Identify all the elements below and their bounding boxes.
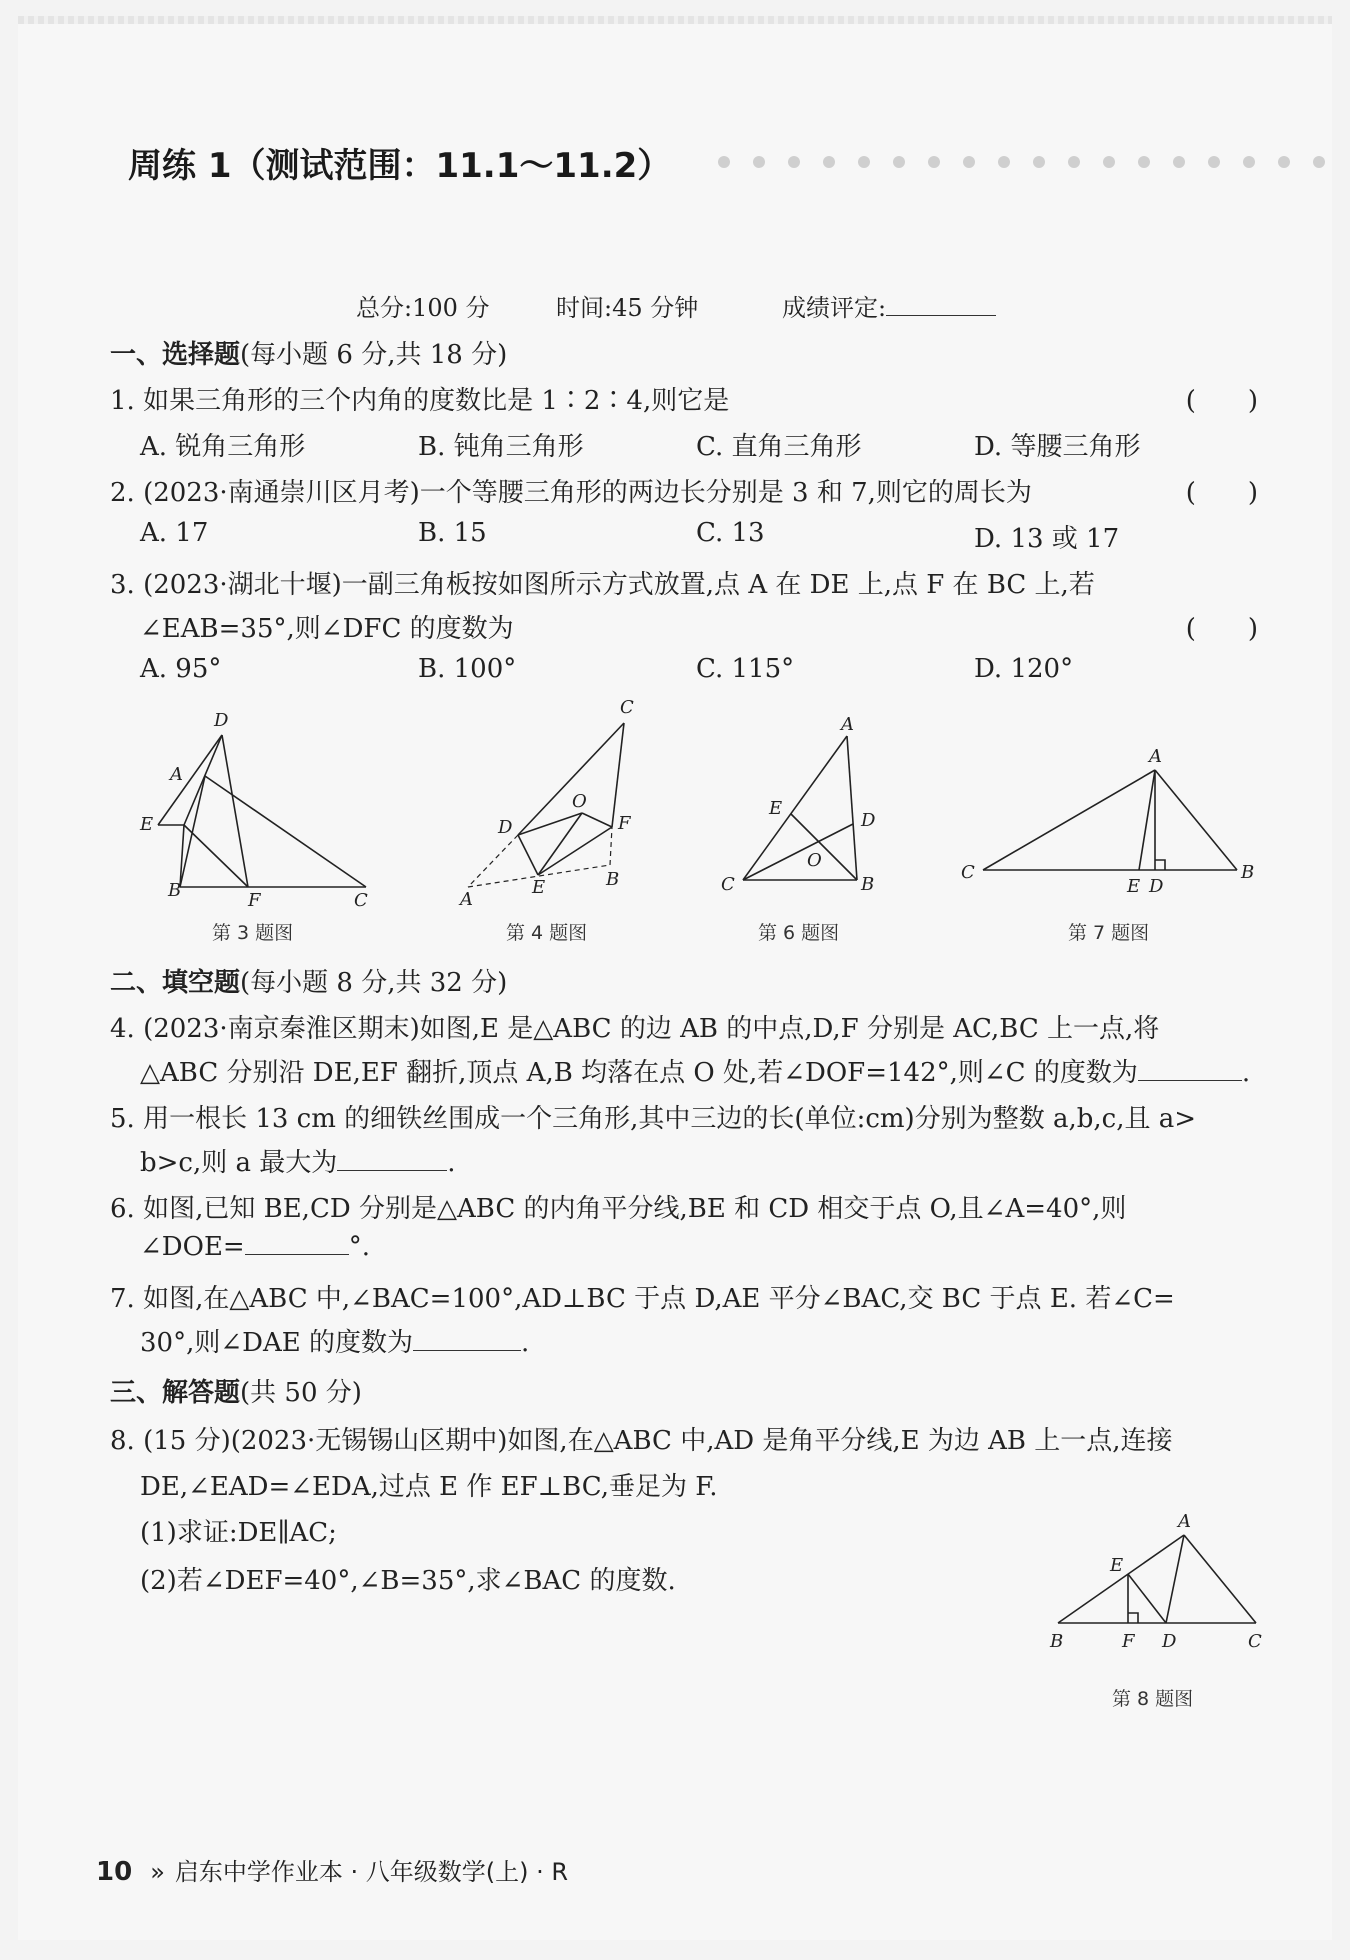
q6-text-line2: ∠DOE= °. <box>140 1232 370 1262</box>
fig4-label-f: F <box>618 813 631 834</box>
q7-text-line2: 30°,则∠DAE 的度数为 . <box>140 1328 530 1358</box>
figure-7 <box>955 740 1265 910</box>
fig6-label-a: A <box>841 714 854 735</box>
fig4-label-b: B <box>606 869 620 890</box>
fig3-label-e: E <box>140 814 154 835</box>
fig8-label-b: B <box>1050 1631 1064 1652</box>
figure-3 <box>130 700 380 910</box>
q1-answer-paren[interactable]: ( ) <box>1185 386 1258 416</box>
section-choice: 一、选择题(每小题 6 分,共 18 分) <box>110 340 508 370</box>
page-footer <box>96 1852 568 1887</box>
page-number: 10 <box>96 1857 133 1887</box>
fig3-label-d: D <box>214 710 229 731</box>
section-fill-in: 二、填空题(每小题 8 分,共 32 分) <box>110 968 508 998</box>
time-limit: 时间:45 分钟 <box>556 294 699 322</box>
fig7-label-e: E <box>1127 876 1141 897</box>
q2-option-a[interactable]: A. 17 <box>140 518 209 548</box>
total-score: 总分:100 分 <box>356 294 490 322</box>
fig4-label-c: C <box>620 697 634 718</box>
q7-answer-blank[interactable] <box>413 1328 521 1351</box>
q5-text-line1: 5. 用一根长 13 cm 的细铁丝围成一个三角形,其中三边的长(单位:cm)分别为整数 a,b,c,且 a> <box>110 1104 1197 1134</box>
fig7-caption: 第 7 题图 <box>1068 922 1150 944</box>
q1-option-c[interactable]: C. 直角三角形 <box>696 432 862 462</box>
fig6-label-o: O <box>807 850 822 871</box>
q8-text-line2: DE,∠EAD=∠EDA,过点 E 作 EF⊥BC,垂足为 F. <box>140 1472 718 1502</box>
q3-option-b[interactable]: B. 100° <box>418 654 517 684</box>
figure-6 <box>715 708 895 908</box>
q3-answer-paren[interactable]: ( ) <box>1185 614 1258 644</box>
fig6-label-d: D <box>861 810 876 831</box>
q6-text-line1: 6. 如图,已知 BE,CD 分别是△ABC 的内角平分线,BE 和 CD 相交于点 O,且∠A=40°,则 <box>110 1194 1127 1224</box>
fig4-label-a: A <box>460 889 473 910</box>
figure-8 <box>1040 1505 1280 1655</box>
fig4-label-o: O <box>572 791 587 812</box>
fig3-label-a: A <box>170 764 183 785</box>
q1-text: 1. 如果三角形的三个内角的度数比是 1∶2∶4,则它是 <box>110 386 730 416</box>
q8-part2: (2)若∠DEF=40°,∠B=35°,求∠BAC 的度数. <box>140 1566 676 1596</box>
fig8-label-d: D <box>1162 1631 1177 1652</box>
q1-option-a[interactable]: A. 锐角三角形 <box>140 432 306 462</box>
fig7-label-a: A <box>1149 746 1162 767</box>
q2-text: 2. (2023·南通崇川区月考)一个等腰三角形的两边长分别是 3 和 7,则它的周长为 <box>110 478 1032 508</box>
grade-label: 成绩评定: <box>782 288 996 323</box>
fig6-caption: 第 6 题图 <box>758 922 840 944</box>
q4-text-line2: △ABC 分别沿 DE,EF 翻折,顶点 A,B 均落在点 O 处,若∠DOF=142°,则∠C 的度数为 . <box>140 1058 1251 1088</box>
fig7-label-b: B <box>1241 862 1255 883</box>
footer-arrow: » <box>150 1858 165 1886</box>
q1-option-d[interactable]: D. 等腰三角形 <box>974 432 1141 462</box>
title-dots <box>718 156 1348 168</box>
q2-answer-paren[interactable]: ( ) <box>1185 478 1258 508</box>
fig3-label-c: C <box>354 890 368 910</box>
figure-4 <box>450 695 650 910</box>
q7-text-line1: 7. 如图,在△ABC 中,∠BAC=100°,AD⊥BC 于点 D,AE 平分∠BAC,交 BC 于点 E. 若∠C= <box>110 1284 1175 1314</box>
scan-edge <box>18 16 1332 24</box>
fig8-label-c: C <box>1248 1631 1262 1652</box>
q6-answer-blank[interactable] <box>245 1232 349 1255</box>
q2-option-c[interactable]: C. 13 <box>696 518 765 548</box>
q3-option-d[interactable]: D. 120° <box>974 654 1074 684</box>
section-solution: 三、解答题(共 50 分) <box>110 1378 362 1408</box>
fig6-label-c: C <box>721 874 735 895</box>
fig4-caption: 第 4 题图 <box>506 922 588 944</box>
fig4-label-d: D <box>498 817 513 838</box>
q3-option-a[interactable]: A. 95° <box>140 654 222 684</box>
fig4-label-e: E <box>532 877 546 898</box>
fig7-label-d: D <box>1149 876 1164 897</box>
fig3-label-b: B <box>168 880 182 901</box>
q5-text-line2: b>c,则 a 最大为 . <box>140 1148 456 1178</box>
q2-option-b[interactable]: B. 15 <box>418 518 487 548</box>
q8-part1: (1)求证:DE∥AC; <box>140 1518 337 1548</box>
fig8-label-f: F <box>1122 1631 1135 1652</box>
q3-option-c[interactable]: C. 115° <box>696 654 795 684</box>
q5-answer-blank[interactable] <box>337 1148 447 1171</box>
book-title: 启东中学作业本 · 八年级数学(上) · R <box>174 1858 569 1886</box>
q3-text-line1: 3. (2023·湖北十堰)一副三角板按如图所示方式放置,点 A 在 DE 上,点 F 在 BC 上,若 <box>110 570 1095 600</box>
q1-option-b[interactable]: B. 钝角三角形 <box>418 432 584 462</box>
fig3-label-f: F <box>248 890 261 910</box>
page-title: 周练 1（测试范围：11.1～11.2） <box>128 146 672 186</box>
fig8-label-a: A <box>1178 1511 1191 1532</box>
fig6-label-e: E <box>769 798 783 819</box>
q4-answer-blank[interactable] <box>1138 1058 1242 1081</box>
fig6-label-b: B <box>861 874 875 895</box>
q4-text-line1: 4. (2023·南京秦淮区期末)如图,E 是△ABC 的边 AB 的中点,D,F 分别是 AC,BC 上一点,将 <box>110 1014 1160 1044</box>
fig3-caption: 第 3 题图 <box>212 922 294 944</box>
grade-blank[interactable] <box>886 293 996 316</box>
fig7-label-c: C <box>961 862 975 883</box>
q3-text-line2: ∠EAB=35°,则∠DFC 的度数为 <box>140 614 514 644</box>
q8-text-line1: 8. (15 分)(2023·无锡锡山区期中)如图,在△ABC 中,AD 是角平分线,E 为边 AB 上一点,连接 <box>110 1426 1173 1456</box>
fig8-caption: 第 8 题图 <box>1112 1688 1194 1710</box>
q2-option-d[interactable]: D. 13 或 17 <box>974 524 1120 554</box>
fig8-label-e: E <box>1110 1555 1124 1576</box>
